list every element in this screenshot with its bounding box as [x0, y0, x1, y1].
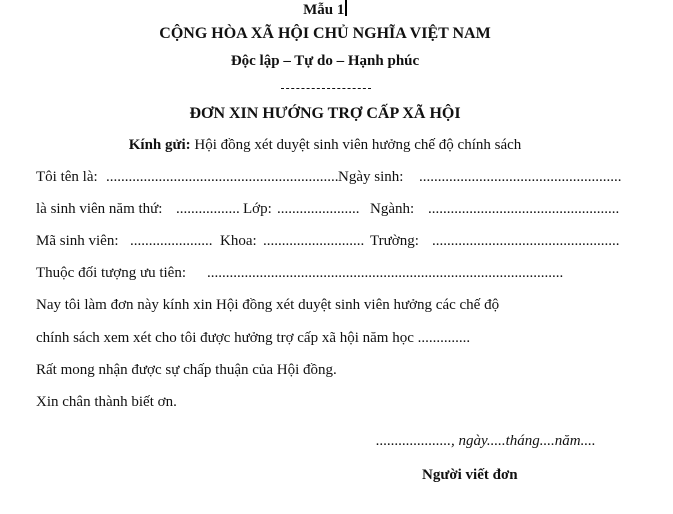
student-id-label: Mã sinh viên:	[36, 233, 119, 249]
year-field[interactable]: .................	[176, 201, 240, 217]
thanks-line: Xin chân thành biết ơn.	[36, 394, 177, 410]
dob-field[interactable]: ......................................................	[419, 169, 622, 185]
school-label: Trường:	[370, 233, 419, 249]
addressee-label: Kính gửi:	[128, 137, 191, 153]
name-label: Tôi tên là:	[36, 169, 98, 185]
form-label: Mẫu 1	[303, 2, 345, 18]
national-title: CỘNG HÒA XÃ HỘI CHỦ NGHĨA VIỆT NAM	[159, 25, 491, 42]
school-field[interactable]: ..................................................	[432, 233, 620, 249]
name-field[interactable]: ..............................................................	[106, 169, 339, 185]
student-id-field[interactable]: ......................	[130, 233, 213, 249]
request-line-1: Nay tôi làm đơn này kính xin Hội đồng xét duyệt sinh viên hưởng các chế độ	[36, 297, 500, 313]
priority-label: Thuộc đối tượng ưu tiên:	[36, 265, 187, 281]
hope-line: Rất mong nhận được sự chấp thuận của Hội đồng.	[36, 362, 337, 378]
faculty-label: Khoa:	[220, 233, 257, 249]
addressee-text: Hội đồng xét duyệt sinh viên hưởng chế độ chính sách	[190, 137, 522, 153]
form-title: ĐƠN XIN HƯỚNG TRỢ CẤP XÃ HỘI	[189, 105, 461, 122]
text-cursor	[345, 0, 347, 16]
priority-field[interactable]: ...............................................................................................	[207, 265, 564, 281]
major-field[interactable]: ...................................................	[428, 201, 620, 217]
class-label: Lớp:	[243, 201, 272, 217]
form-label-line[interactable]	[0, 0, 650, 19]
motto: Độc lập – Tự do – Hạnh phúc	[230, 53, 420, 69]
request-line-2: chính sách xem xét cho tôi được hưởng trợ cấp xã hội năm học ..............	[36, 330, 471, 346]
addressee-line	[0, 136, 650, 154]
dob-label: Ngày sinh:	[338, 169, 404, 185]
faculty-field[interactable]: ...........................	[263, 233, 365, 249]
separator-rule	[281, 88, 371, 89]
year-label: là sinh viên năm thứ:	[36, 201, 163, 217]
date-line: ...................., ngày.....tháng....năm....	[376, 433, 596, 449]
major-label: Ngành:	[370, 201, 415, 217]
class-field[interactable]: ......................	[277, 201, 360, 217]
signature-label: Người viết đơn	[422, 467, 518, 483]
